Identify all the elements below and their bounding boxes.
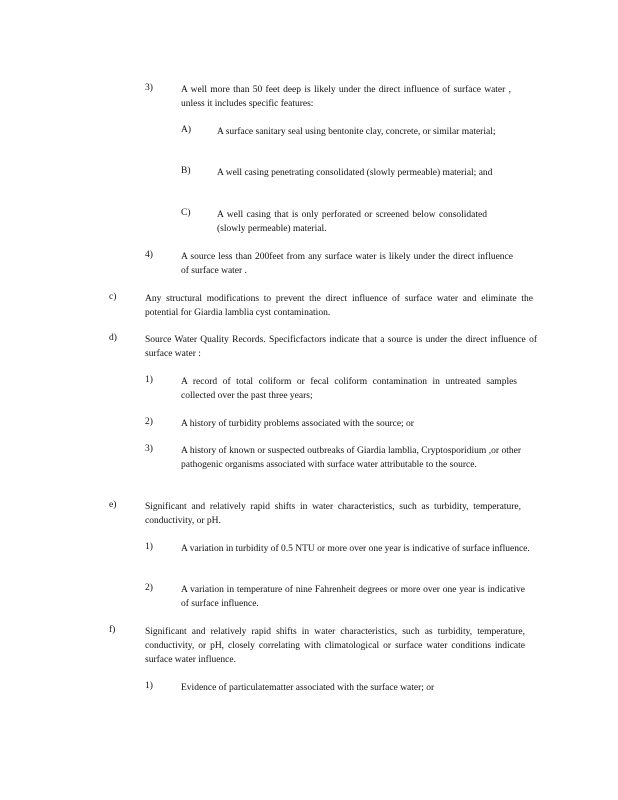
item-label: A)	[181, 125, 192, 135]
item-text: A well more than 50 feet deep is likely under the direct influence of surface water , unless it includes specific features:	[181, 85, 511, 109]
item-label: 1)	[145, 681, 153, 691]
item-text: Any structural modifications to prevent the direct influence of surface water and eliminate the potential for Giardia lamblia cyst contamination.	[145, 294, 533, 318]
item-label: 2)	[145, 417, 153, 427]
item-label: 3)	[145, 83, 153, 93]
item-text: Source Water Quality Records. Specificfactors indicate that a source is under the direct influence of surface water :	[145, 335, 537, 359]
item-label: 2)	[145, 583, 153, 593]
item-label: B)	[181, 166, 191, 176]
item-text: A well casing that is only perforated or screened below consolidated (slowly permeable) material.	[217, 210, 487, 234]
item-text: A history of turbidity problems associated with the source; or	[181, 419, 414, 429]
item-text: A variation in turbidity of 0.5 NTU or more over one year is indicative of surface influence.	[181, 544, 530, 554]
item-text: Significant and relatively rapid shifts in water characteristics, such as turbidity, temperature, conductivity, or pH.	[145, 502, 521, 526]
item-text: A variation in temperature of nine Fahrenheit degrees or more over one year is indicative of surface influence.	[181, 585, 525, 609]
item-label: 1)	[145, 375, 153, 385]
item-label: 1)	[145, 542, 153, 552]
item-label: 3)	[145, 444, 153, 454]
item-label: e)	[109, 500, 117, 510]
item-text: A surface sanitary seal using bentonite clay, concrete, or similar material;	[217, 127, 496, 137]
item-text: Significant and relatively rapid shifts in water characteristics, such as turbidity, temperature, conductivity, or pH, closely correlating with climatological or surface water conditions indicate surface water influence.	[145, 627, 525, 665]
item-text: A source less than 200feet from any surface water is likely under the direct influence of surface water .	[181, 252, 513, 276]
item-text: A history of known or suspected outbreaks of Giardia lamblia, Cryptosporidium ,or other pathogenic organisms associated with surface water attributable to the source.	[181, 446, 521, 470]
item-label: c)	[109, 292, 117, 302]
item-text: Evidence of particulatematter associated with the surface water; or	[181, 683, 435, 693]
item-label: 4)	[145, 250, 153, 260]
item-label: C)	[181, 208, 191, 218]
item-text: A record of total coliform or fecal coliform contamination in untreated samples collected over the past three years;	[181, 377, 517, 401]
item-label: d)	[109, 333, 117, 343]
item-label: f)	[109, 625, 116, 635]
item-text: A well casing penetrating consolidated (slowly permeable) material; and	[217, 168, 493, 178]
